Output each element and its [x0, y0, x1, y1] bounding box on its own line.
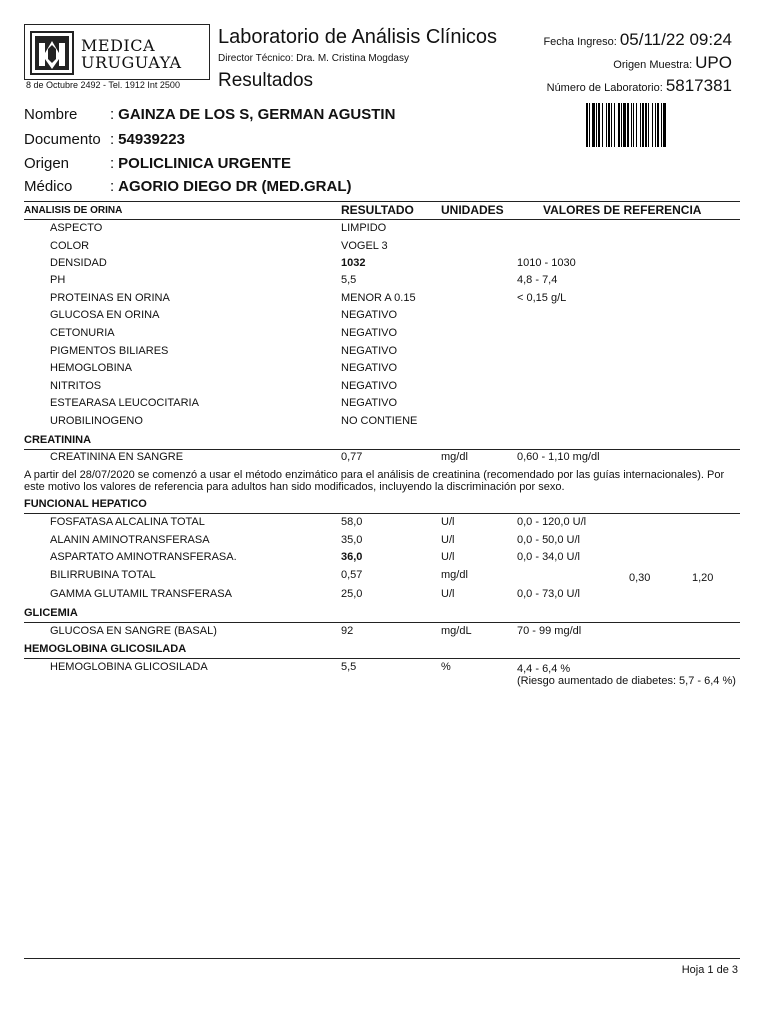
fecha-ingreso-label: Fecha Ingreso:	[543, 36, 617, 48]
analysis-reference: < 0,15 g/L	[517, 292, 567, 304]
colon: :	[110, 178, 115, 195]
analysis-name: DENSIDAD	[50, 257, 107, 269]
table-header	[0, 203, 768, 219]
reference-low: 0,30	[629, 572, 651, 584]
origen-muestra-label: Origen Muestra:	[613, 59, 693, 71]
logo-line-2: URUGUAYA	[81, 53, 182, 72]
fecha-ingreso	[543, 30, 732, 50]
logo-wordmark	[81, 37, 182, 71]
analysis-result: 5,5	[341, 661, 357, 673]
table-row	[0, 345, 768, 362]
analysis-name: UROBILINOGENO	[50, 415, 143, 427]
analysis-result: NEGATIVO	[341, 327, 398, 339]
table-row	[0, 551, 768, 568]
lab-title: Laboratorio de Análisis Clínicos	[218, 26, 498, 48]
numero-laboratorio	[547, 76, 732, 96]
origen-muestra	[613, 53, 732, 73]
table-row	[0, 222, 768, 239]
analysis-reference: 4,8 - 7,4	[517, 274, 558, 286]
director-tecnico: Director Técnico: Dra. M. Cristina Mogdasy	[218, 53, 409, 64]
analysis-result: 25,0	[341, 588, 363, 600]
colon: :	[110, 106, 115, 123]
analysis-reference: 1010 - 1030	[517, 257, 576, 269]
hba1c-reference	[517, 663, 747, 687]
medica-uruguaya-logo-icon	[30, 31, 74, 75]
fecha-ingreso-value: 05/11/22 09:24	[619, 30, 732, 49]
colon: :	[110, 131, 115, 148]
analysis-name: ASPARTATO AMINOTRANSFERASA.	[50, 551, 237, 563]
logo-line-1: MEDICA	[81, 36, 156, 55]
divider	[24, 658, 740, 659]
page-subtitle: Resultados	[218, 70, 314, 91]
divider	[24, 513, 740, 514]
analysis-name: NITRITOS	[50, 380, 102, 392]
divider	[24, 622, 740, 623]
table-row	[0, 257, 768, 274]
analysis-reference: 0,0 - 120,0 U/l	[517, 516, 587, 528]
analysis-result: 0,77	[341, 451, 363, 463]
patient-medico	[24, 178, 352, 198]
section-glicemia: GLICEMIA	[24, 607, 78, 619]
analysis-result: NEGATIVO	[341, 380, 398, 392]
analysis-reference: 0,60 - 1,10 mg/dl	[517, 451, 600, 463]
analysis-name: HEMOGLOBINA GLICOSILADA	[50, 661, 208, 673]
table-row	[0, 327, 768, 344]
hba1c-reference-note: (Riesgo aumentado de diabetes: 5,7 - 6,4 %)	[517, 675, 736, 687]
patient-origen	[24, 155, 291, 175]
analysis-result: NO CONTIENE	[341, 415, 418, 427]
address: 8 de Octubre 2492 - Tel. 1912 Int 2500	[26, 80, 180, 90]
analysis-unit: U/l	[441, 551, 455, 563]
medico-value: AGORIO DIEGO DR (MED.GRAL)	[118, 178, 352, 195]
section-hemoglobina-glicosilada: HEMOGLOBINA GLICOSILADA	[24, 643, 187, 655]
analysis-reference: 0,0 - 73,0 U/l	[517, 588, 580, 600]
analysis-name: CETONURIA	[50, 327, 115, 339]
analysis-name: ESTEARASA LEUCOCITARIA	[50, 397, 199, 409]
analysis-result: 35,0	[341, 534, 363, 546]
table-row	[0, 362, 768, 379]
documento-value: 54939223	[118, 131, 185, 148]
analysis-unit: mg/dL	[441, 625, 472, 637]
table-row	[0, 415, 768, 432]
barcode-icon	[586, 103, 690, 147]
analysis-result: 92	[341, 625, 354, 637]
analysis-reference: 0,0 - 50,0 U/l	[517, 534, 580, 546]
col-analisis: ANALISIS DE ORINA	[24, 205, 123, 216]
analysis-result: 5,5	[341, 274, 357, 286]
medico-label: Médico	[24, 178, 73, 195]
analysis-result: VOGEL 3	[341, 240, 388, 252]
analysis-result: 1032	[341, 257, 366, 269]
footer-divider	[24, 958, 740, 959]
divider	[24, 219, 740, 220]
analysis-result: 0,57	[341, 569, 363, 581]
analysis-unit: U/l	[441, 516, 455, 528]
analysis-name: BILIRRUBINA TOTAL	[50, 569, 156, 581]
analysis-name: HEMOGLOBINA	[50, 362, 132, 374]
table-row	[0, 292, 768, 309]
analysis-name: GLUCOSA EN ORINA	[50, 309, 160, 321]
origen-muestra-value: UPO	[695, 53, 732, 72]
origen-value: POLICLINICA URGENTE	[118, 155, 291, 172]
analysis-name: GAMMA GLUTAMIL TRANSFERASA	[50, 588, 232, 600]
analysis-name: ASPECTO	[50, 222, 103, 234]
patient-documento	[24, 131, 185, 151]
table-row	[0, 274, 768, 291]
page-number: Hoja 1 de 3	[681, 964, 738, 976]
nombre-label: Nombre	[24, 106, 78, 123]
creatinina-note: A partir del 28/07/2020 se comenzó a usar el método enzimático para el análisis de creatinina (recomendado por las guías internacionales). Por este motivo los valores de referencia para adultos han sido modificados, incluyendo la discriminación por sexo.	[24, 469, 725, 493]
table-row	[0, 309, 768, 326]
table-row	[0, 380, 768, 397]
col-valores-referencia: VALORES DE REFERENCIA	[543, 203, 702, 217]
table-row	[0, 625, 768, 642]
analysis-reference: 70 - 99 mg/dl	[517, 625, 582, 637]
hba1c-reference-range: 4,4 - 6,4 %	[517, 663, 571, 675]
table-row	[0, 451, 768, 468]
analysis-unit: U/l	[441, 534, 455, 546]
analysis-result: NEGATIVO	[341, 345, 398, 357]
analysis-unit: mg/dl	[441, 451, 468, 463]
nombre-value: GAINZA DE LOS S, GERMAN AGUSTIN	[118, 106, 396, 123]
analysis-name: PIGMENTOS BILIARES	[50, 345, 169, 357]
table-row	[0, 397, 768, 414]
analysis-name: PH	[50, 274, 66, 286]
analysis-name: COLOR	[50, 240, 90, 252]
analysis-result: 36,0	[341, 551, 363, 563]
col-unidades: UNIDADES	[441, 203, 504, 217]
table-row	[0, 534, 768, 551]
table-row	[0, 516, 768, 533]
origen-label: Origen	[24, 155, 70, 172]
divider	[24, 201, 740, 202]
colon: :	[110, 155, 115, 172]
section-funcional-hepatico: FUNCIONAL HEPATICO	[24, 498, 147, 510]
analysis-name: FOSFATASA ALCALINA TOTAL	[50, 516, 205, 528]
patient-nombre	[24, 106, 395, 126]
section-creatinina: CREATININA	[24, 434, 92, 446]
divider	[24, 449, 740, 450]
numero-laboratorio-label: Número de Laboratorio:	[546, 82, 663, 94]
numero-laboratorio-value: 5817381	[665, 76, 732, 95]
table-row	[0, 588, 768, 605]
analysis-result: LIMPIDO	[341, 222, 387, 234]
analysis-reference: 0,0 - 34,0 U/l	[517, 551, 580, 563]
analysis-name: CREATININA EN SANGRE	[50, 451, 184, 463]
analysis-result: 58,0	[341, 516, 363, 528]
analysis-name: GLUCOSA EN SANGRE (BASAL)	[50, 625, 217, 637]
analysis-name: PROTEINAS EN ORINA	[50, 292, 170, 304]
analysis-name: ALANIN AMINOTRANSFERASA	[50, 534, 210, 546]
analysis-result: NEGATIVO	[341, 362, 398, 374]
col-resultado: RESULTADO	[341, 203, 414, 217]
analysis-unit: mg/dl	[441, 569, 468, 581]
documento-label: Documento	[24, 131, 101, 148]
analysis-result: MENOR A 0.15	[341, 292, 416, 304]
logo	[24, 24, 210, 80]
analysis-unit: U/l	[441, 588, 455, 600]
table-row	[0, 569, 768, 586]
table-row	[0, 240, 768, 257]
reference-high: 1,20	[692, 572, 714, 584]
analysis-result: NEGATIVO	[341, 397, 398, 409]
analysis-result: NEGATIVO	[341, 309, 398, 321]
analysis-unit: %	[441, 661, 451, 673]
